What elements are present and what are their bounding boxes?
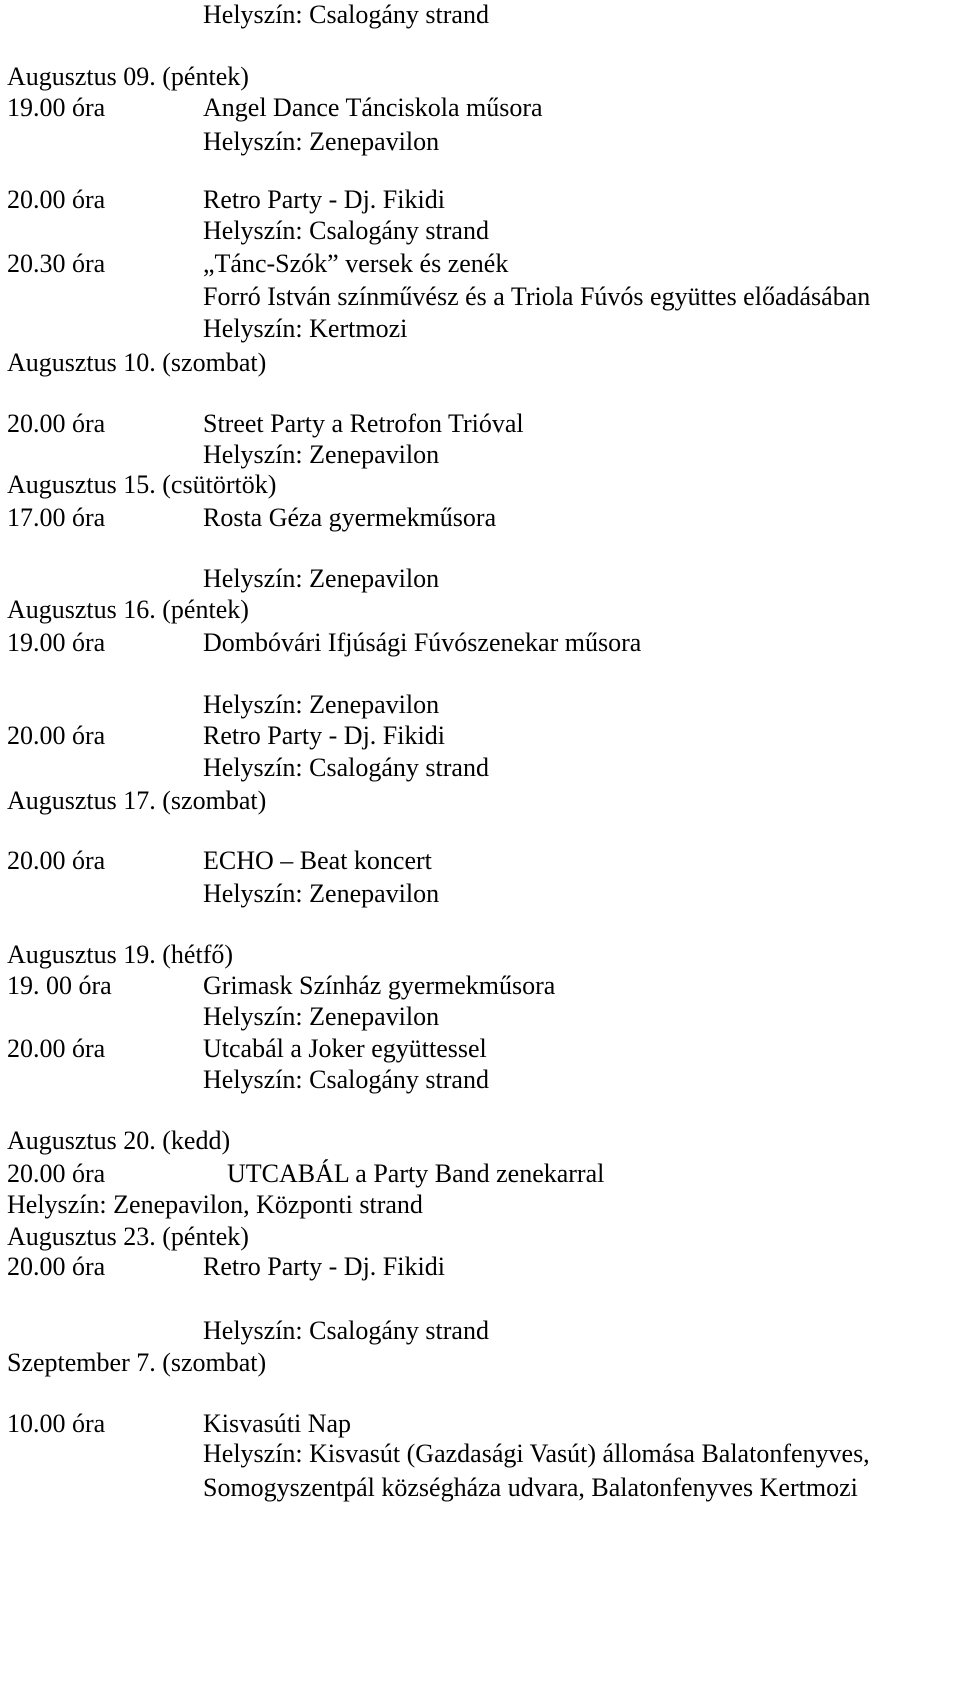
schedule-line: Helyszín: Zenepavilon [203,127,440,156]
schedule-line: Helyszín: Kisvasút (Gazdasági Vasút) állomása Balatonfenyves, [203,1439,870,1468]
schedule-line: 19. 00 óra [7,971,112,1000]
schedule-line: 20.00 óra [7,1159,106,1188]
schedule-line: Augusztus 23. (péntek) [7,1222,249,1251]
schedule-line: Retro Party - Dj. Fikidi [203,721,445,750]
schedule-line: 20.00 óra [7,1034,106,1063]
schedule-line: Retro Party - Dj. Fikidi [203,1252,445,1281]
schedule-line: Augusztus 09. (péntek) [7,62,249,91]
schedule-line: Helyszín: Csalogány strand [203,1065,489,1094]
schedule-line: Helyszín: Zenepavilon [203,1002,440,1031]
schedule-line: 20.00 óra [7,409,106,438]
schedule-line: 20.00 óra [7,1252,106,1281]
schedule-line: Kisvasúti Nap [203,1409,352,1438]
schedule-line: 20.00 óra [7,846,106,875]
schedule-line: Augusztus 19. (hétfő) [7,940,234,969]
schedule-line: Helyszín: Zenepavilon [203,879,440,908]
schedule-line: Retro Party - Dj. Fikidi [203,185,445,214]
schedule-line: Rosta Géza gyermekműsora [203,503,497,532]
schedule-line: ECHO – Beat koncert [203,846,432,875]
schedule-line: Augusztus 10. (szombat) [7,348,267,377]
schedule-line: 17.00 óra [7,503,106,532]
schedule-line: Helyszín: Zenepavilon [203,690,440,719]
schedule-line: Utcabál a Joker együttessel [203,1034,487,1063]
schedule-line: 19.00 óra [7,93,106,122]
schedule-line: „Tánc-Szók” versek és zenék [203,249,509,278]
schedule-line: Augusztus 15. (csütörtök) [7,470,277,499]
schedule-line: Street Party a Retrofon Trióval [203,409,524,438]
schedule-line: 19.00 óra [7,628,106,657]
schedule-line: Helyszín: Csalogány strand [203,216,489,245]
schedule-line: Helyszín: Zenepavilon [203,440,440,469]
schedule-line: Szeptember 7. (szombat) [7,1348,267,1377]
schedule-line: 20.00 óra [7,185,106,214]
schedule-line: UTCABÁL a Party Band zenekarral [227,1159,605,1188]
schedule-line: Augusztus 17. (szombat) [7,786,267,815]
schedule-line: 20.00 óra [7,721,106,750]
schedule-line: 20.30 óra [7,249,106,278]
schedule-line: Grimask Színház gyermekműsora [203,971,556,1000]
schedule-line: Forró István színművész és a Triola Fúvós együttes előadásában [203,282,871,311]
schedule-line: Helyszín: Zenepavilon [203,564,440,593]
schedule-line: 10.00 óra [7,1409,106,1438]
schedule-line: Dombóvári Ifjúsági Fúvószenekar műsora [203,628,642,657]
schedule-line: Helyszín: Csalogány strand [203,753,489,782]
schedule-line: Angel Dance Tánciskola műsora [203,93,543,122]
schedule-line: Helyszín: Csalogány strand [203,0,489,29]
schedule-line: Helyszín: Zenepavilon, Központi strand [7,1190,423,1219]
schedule-line: Helyszín: Kertmozi [203,314,408,343]
schedule-line: Augusztus 16. (péntek) [7,595,249,624]
schedule-line: Somogyszentpál községháza udvara, Balatonfenyves Kertmozi [203,1473,858,1502]
schedule-line: Helyszín: Csalogány strand [203,1316,489,1345]
schedule-line: Augusztus 20. (kedd) [7,1126,231,1155]
